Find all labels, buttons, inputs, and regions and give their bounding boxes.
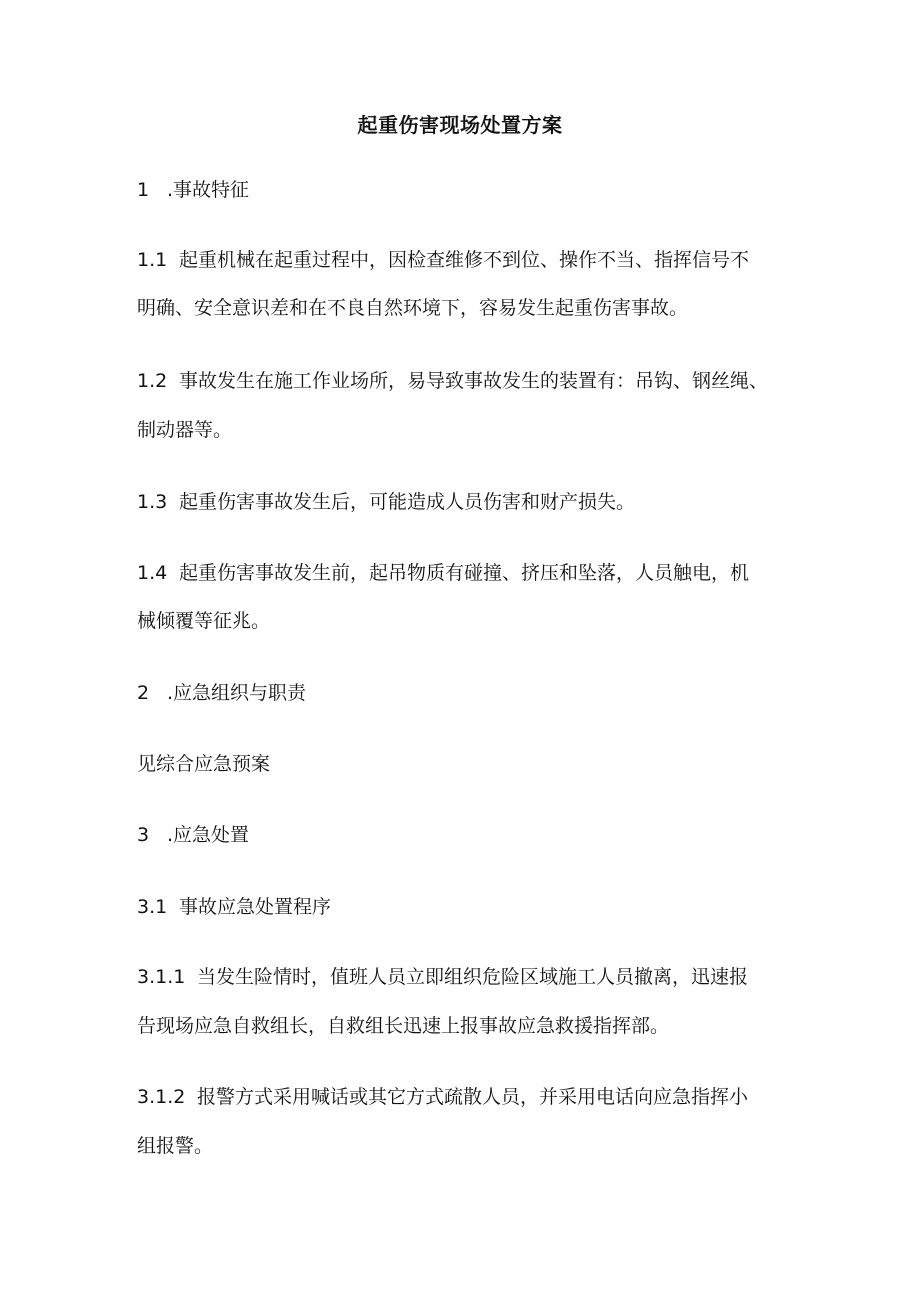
paragraph-1-1-line-2: 明确、安全意识差和在不良自然环境下，容易发生起重伤害事故。 bbox=[137, 297, 689, 319]
paragraph-3-1-1-line-2: 告现场应急自救组长，自救组长迅速上报事故应急救援指挥部。 bbox=[137, 1015, 670, 1037]
paragraph-text: 当发生险情时，值班人员立即组织危险区域施工人员撤离，迅速报 bbox=[197, 966, 749, 988]
paragraph-number: 1.1 bbox=[137, 249, 168, 271]
paragraph-text: 起重伤害事故发生后，可能造成人员伤害和财产损失。 bbox=[179, 491, 636, 513]
section-heading-text: .应急处置 bbox=[167, 824, 250, 846]
section-number: 3 bbox=[137, 824, 150, 846]
paragraph-text: 起重机械在起重过程中，因检查维修不到位、操作不当、指挥信号不 bbox=[179, 249, 750, 271]
paragraph-number: 1.4 bbox=[137, 562, 168, 584]
paragraph-1-4-line-2: 械倾覆等征兆。 bbox=[137, 610, 271, 632]
paragraph-text: 起重伤害事故发生前，起吊物质有碰撞、挤压和坠落，人员触电，机 bbox=[179, 562, 750, 584]
paragraph-text: 报警方式采用喊话或其它方式疏散人员，并采用电话向应急指挥小 bbox=[197, 1086, 749, 1108]
paragraph-number: 3.1.2 bbox=[137, 1086, 186, 1108]
paragraph-1-1-line-1 bbox=[137, 246, 749, 274]
section-number: 1 bbox=[137, 179, 150, 201]
document-title: 起重伤害现场处置方案 bbox=[357, 113, 563, 137]
paragraph-3-1-2-line-2: 组报警。 bbox=[137, 1135, 214, 1157]
paragraph-3-1-2-line-1 bbox=[137, 1083, 748, 1111]
section-heading-1 bbox=[137, 176, 249, 204]
paragraph-number: 3.1 bbox=[137, 896, 168, 918]
paragraph-1-3-line-1 bbox=[137, 488, 635, 516]
section-heading-text: .事故特征 bbox=[167, 179, 250, 201]
paragraph-3-1-1-line-1 bbox=[137, 963, 748, 991]
paragraph-number: 1.3 bbox=[137, 491, 168, 513]
paragraph-1-2-line-1 bbox=[137, 367, 768, 395]
paragraph-text: 事故发生在施工作业场所，易导致事故发生的装置有：吊钩、钢丝绳、 bbox=[179, 370, 769, 392]
paragraph-text: 事故应急处置程序 bbox=[179, 896, 332, 918]
section-heading-3 bbox=[137, 821, 249, 849]
paragraph-number: 1.2 bbox=[137, 370, 168, 392]
section-number: 2 bbox=[137, 682, 150, 704]
paragraph-3-1-line-1 bbox=[137, 893, 331, 921]
paragraph-1-2-line-2: 制动器等。 bbox=[137, 419, 233, 441]
paragraph-1-4-line-1 bbox=[137, 559, 749, 587]
paragraph-number: 3.1.1 bbox=[137, 966, 186, 988]
paragraph-2-body: 见综合应急预案 bbox=[137, 753, 271, 775]
section-heading-text: .应急组织与职责 bbox=[167, 682, 307, 704]
section-heading-2 bbox=[137, 679, 306, 707]
